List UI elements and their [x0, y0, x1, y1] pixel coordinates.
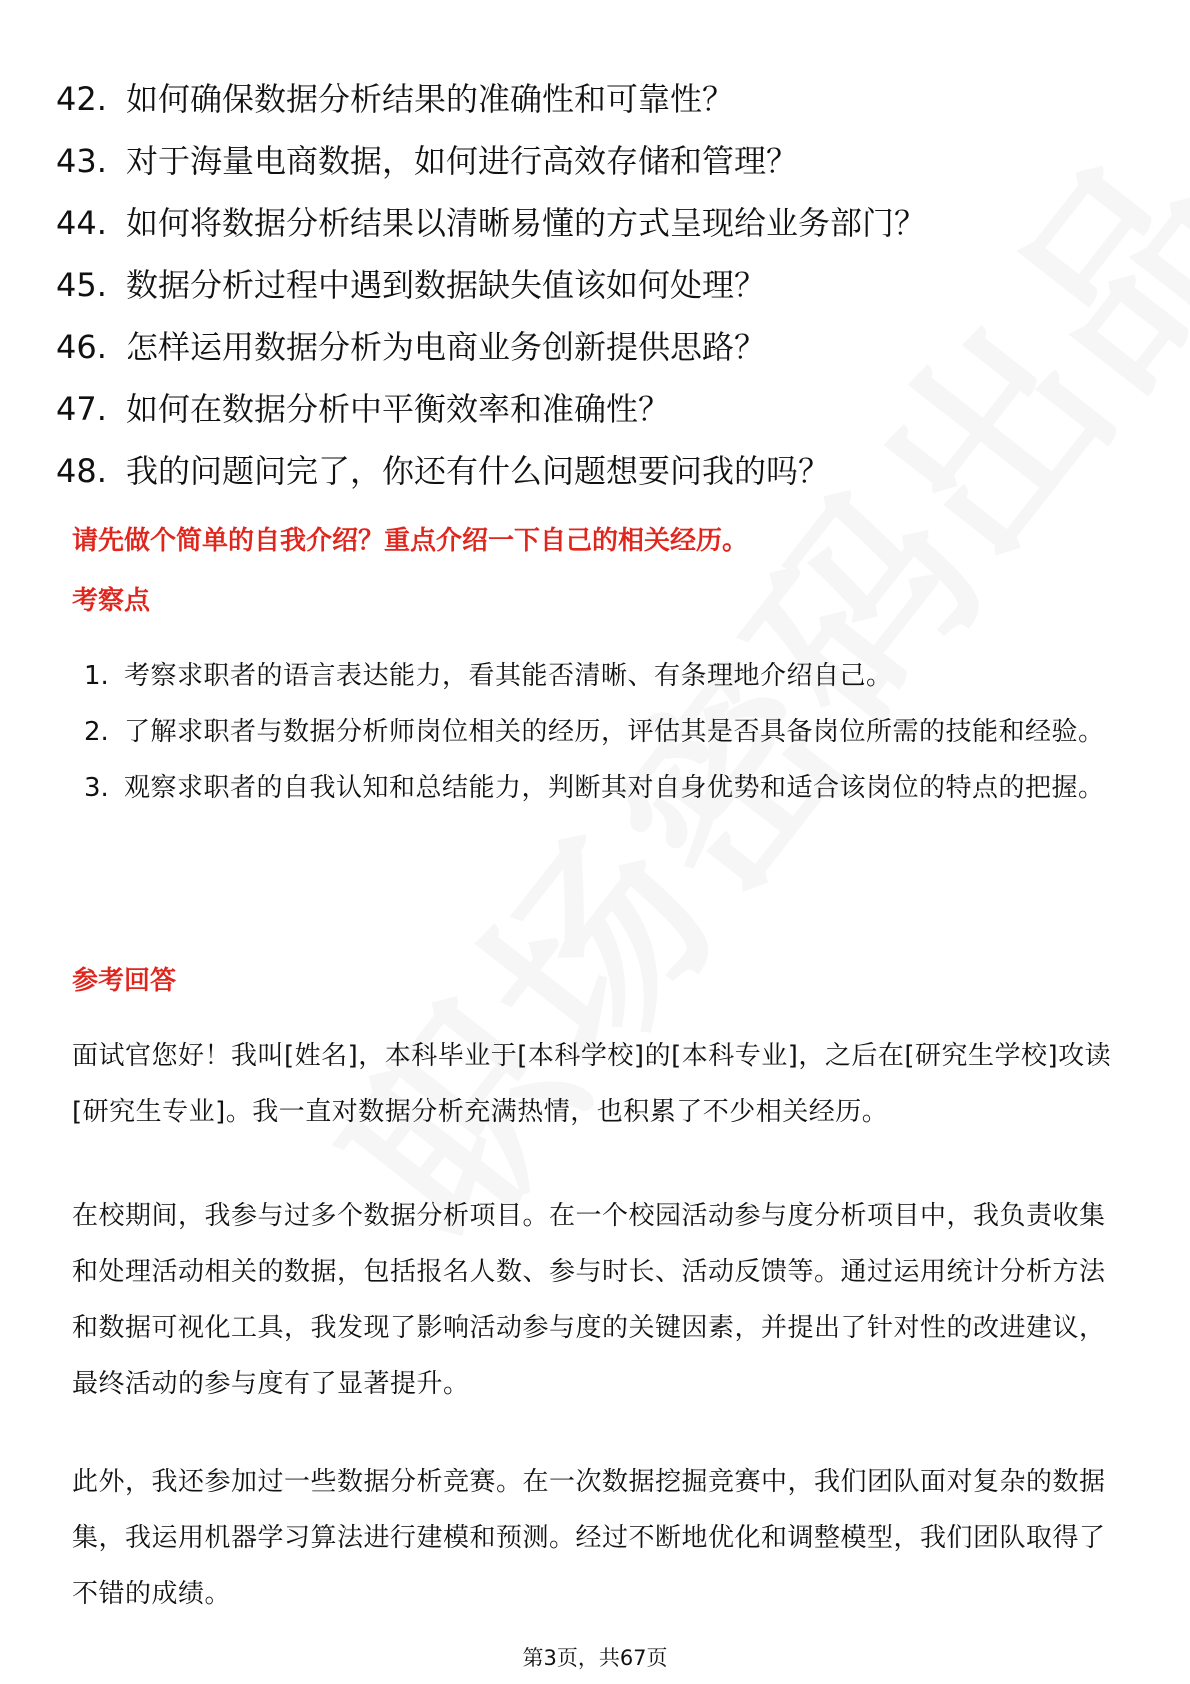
- point-text: 考察求职者的语言表达能力，看其能否清晰、有条理地介绍自己。: [124, 661, 893, 691]
- list-item: [56, 130, 926, 192]
- watermark: [269, 455, 1012, 1287]
- answer-paragraph: 面试官您好！我叫[姓名]，本科毕业于[本科学校]的[本科专业]，之后在[研究生学校]攻读[研究生专业]。我一直对数据分析充满热情，也积累了不少相关经历。: [72, 1041, 1112, 1127]
- list-item: [56, 68, 926, 130]
- points-list: [84, 648, 1124, 816]
- list-item: [56, 316, 926, 378]
- point-number: 1.: [84, 661, 109, 691]
- question-number: 48.: [56, 452, 107, 490]
- list-item: [56, 440, 926, 502]
- list-item: [56, 192, 926, 254]
- question-number: 43.: [56, 142, 107, 180]
- page-number: 第3页，共67页: [522, 1646, 668, 1670]
- question-number: 46.: [56, 328, 107, 366]
- question-title: 请先做个简单的自我介绍？重点介绍一下自己的相关经历。: [72, 526, 749, 556]
- points-heading: 考察点: [72, 586, 151, 616]
- point-number: 2.: [84, 717, 109, 747]
- point-text: 了解求职者与数据分析师岗位相关的经历，评估其是否具备岗位所需的技能和经验。: [124, 717, 1105, 747]
- question-text: 如何在数据分析中平衡效率和准确性？: [126, 390, 671, 428]
- question-number: 45.: [56, 266, 107, 304]
- question-number: 47.: [56, 390, 107, 428]
- question-text: 怎样运用数据分析为电商业务创新提供思路？: [126, 328, 767, 366]
- question-text: 对于海量电商数据，如何进行高效存储和管理？: [126, 142, 799, 180]
- answer-paragraph: 此外，我还参加过一些数据分析竞赛。在一次数据挖掘竞赛中，我们团队面对复杂的数据集，我运用机器学习算法进行建模和预测。经过不断地优化和调整模型，我们团队取得了不错的成绩。: [72, 1467, 1106, 1609]
- question-text: 数据分析过程中遇到数据缺失值该如何处理？: [126, 266, 767, 304]
- question-number: 44.: [56, 204, 107, 242]
- list-item: [56, 378, 926, 440]
- answer-paragraph: 在校期间，我参与过多个数据分析项目。在一个校园活动参与度分析项目中，我负责收集和处理活动相关的数据，包括报名人数、参与时长、活动反馈等。通过运用统计分析方法和数据可视化工具，我发现了影响活动参与度的关键因素，并提出了针对性的改进建议，最终活动的参与度有了显著提升。: [72, 1201, 1106, 1399]
- question-number: 42.: [56, 80, 107, 118]
- answer-heading: 参考回答: [72, 966, 177, 996]
- point-text: 观察求职者的自我认知和总结能力，判断其对自身优势和适合该岗位的特点的把握。: [124, 773, 1105, 803]
- question-text: 我的问题问完了，你还有什么问题想要问我的吗？: [126, 452, 831, 490]
- list-item: [84, 704, 1124, 760]
- list-item: [56, 254, 926, 316]
- list-item: [84, 760, 1124, 816]
- question-list: [56, 68, 926, 502]
- question-text: 如何将数据分析结果以清晰易懂的方式呈现给业务部门？: [126, 204, 927, 242]
- point-number: 3.: [84, 773, 109, 803]
- list-item: [84, 648, 1124, 704]
- question-text: 如何确保数据分析结果的准确性和可靠性？: [126, 80, 735, 118]
